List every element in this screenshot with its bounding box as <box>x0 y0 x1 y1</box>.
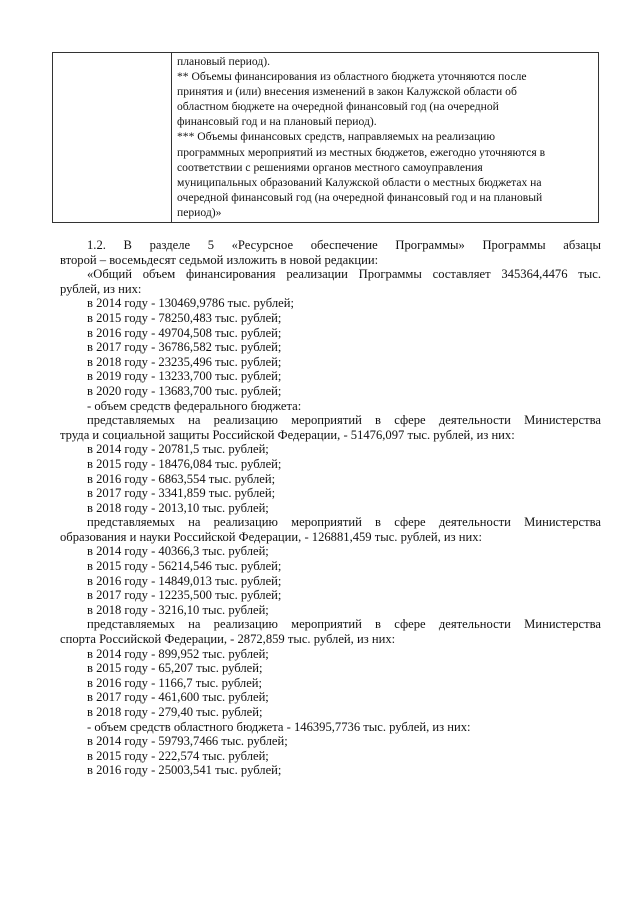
year-line: в 2017 году - 12235,500 тыс. рублей; <box>87 588 282 603</box>
year-line: в 2016 году - 25003,541 тыс. рублей; <box>87 763 282 778</box>
year-line: в 2017 году - 3341,859 тыс. рублей; <box>87 486 276 501</box>
sport-paragraph-line: спорта Российской Федерации, - 2872,859 тыс. рублей, из них: <box>60 632 396 647</box>
cell-line: период)» <box>177 205 222 219</box>
sport-paragraph-line: представляемых на реализацию мероприятий в сфере деятельности Министерства <box>87 617 601 632</box>
intro-paragraph-line: второй – восемьдесят седьмой изложить в новой редакции: <box>60 252 379 267</box>
year-line: в 2017 году - 461,600 тыс. рублей; <box>87 690 269 705</box>
year-line: в 2016 году - 49704,508 тыс. рублей; <box>87 325 282 340</box>
year-line: в 2019 году - 13233,700 тыс. рублей; <box>87 369 282 384</box>
year-line: в 2018 году - 2013,10 тыс. рублей; <box>87 500 269 515</box>
education-paragraph-line: представляемых на реализацию мероприятий в сфере деятельности Министерства <box>87 515 601 530</box>
cell-line: принятия и (или) внесения изменений в закон Калужской области об <box>177 85 517 99</box>
year-line: в 2015 году - 56214,546 тыс. рублей; <box>87 559 282 574</box>
year-line: в 2015 году - 18476,084 тыс. рублей; <box>87 456 282 471</box>
year-line: в 2015 году - 65,207 тыс. рублей; <box>87 661 263 676</box>
cell-line: областном бюджете на очередной финансовый год (на очередной <box>177 100 499 114</box>
cell-line: соответствии с решениями органов местного самоуправления <box>177 160 483 174</box>
year-line: в 2018 году - 23235,496 тыс. рублей; <box>87 354 282 369</box>
table-column-divider <box>171 53 172 222</box>
cell-line: *** Объемы финансовых средств, направляемых на реализацию <box>177 130 496 144</box>
table-fragment <box>52 52 599 223</box>
labor-paragraph-line: представляемых на реализацию мероприятий в сфере деятельности Министерства <box>87 413 601 428</box>
year-line: в 2015 году - 78250,483 тыс. рублей; <box>87 310 282 325</box>
year-line: в 2015 году - 222,574 тыс. рублей; <box>87 748 269 763</box>
year-line: в 2016 году - 1166,7 тыс. рублей; <box>87 675 263 690</box>
regional-budget-header: - объем средств областного бюджета - 146395,7736 тыс. рублей, из них: <box>87 719 471 734</box>
year-line: в 2020 году - 13683,700 тыс. рублей; <box>87 383 282 398</box>
cell-line: ** Объемы финансирования из областного бюджета уточняются после <box>177 70 527 84</box>
cell-line: муниципальных образований Калужской области о местных бюджетах на <box>177 175 542 189</box>
federal-budget-header: - объем средств федерального бюджета: <box>87 398 302 413</box>
year-line: в 2018 году - 279,40 тыс. рублей; <box>87 705 263 719</box>
table-cell-notes <box>177 54 595 220</box>
year-line: в 2014 году - 899,952 тыс. рублей; <box>87 646 269 661</box>
cell-line: плановый период). <box>177 55 270 68</box>
year-line: в 2014 году - 59793,7466 тыс. рублей; <box>87 734 288 749</box>
year-line: в 2014 году - 130469,9786 тыс. рублей; <box>87 296 294 311</box>
total-paragraph-line: «Общий объем финансирования реализации Программы составляет 345364,4476 тыс. <box>87 267 601 282</box>
cell-line: программных мероприятий из местных бюджетов, ежегодно уточняются в <box>177 145 546 159</box>
year-line: в 2016 году - 14849,013 тыс. рублей; <box>87 573 282 588</box>
section-body <box>60 238 601 778</box>
cell-line: финансовый год и на плановый период). <box>177 115 377 129</box>
year-line: в 2014 году - 20781,5 тыс. рублей; <box>87 442 269 457</box>
year-line: в 2017 году - 36786,582 тыс. рублей; <box>87 340 282 355</box>
education-paragraph-line: образования и науки Российской Федерации, - 126881,459 тыс. рублей, из них: <box>60 529 483 544</box>
cell-line: очередной финансовый год (на очередной финансовый год и на плановый <box>177 190 543 204</box>
labor-paragraph-line: труда и социальной защиты Российской Федерации, - 51476,097 тыс. рублей, из них: <box>60 427 515 442</box>
year-line: в 2016 году - 6863,554 тыс. рублей; <box>87 471 276 486</box>
total-paragraph-line: рублей, из них: <box>60 281 142 296</box>
year-line: в 2018 году - 3216,10 тыс. рублей; <box>87 602 269 617</box>
year-line: в 2014 году - 40366,3 тыс. рублей; <box>87 544 269 559</box>
intro-paragraph-line: 1.2. В разделе 5 «Ресурсное обеспечение Программы» Программы абзацы <box>87 238 601 252</box>
